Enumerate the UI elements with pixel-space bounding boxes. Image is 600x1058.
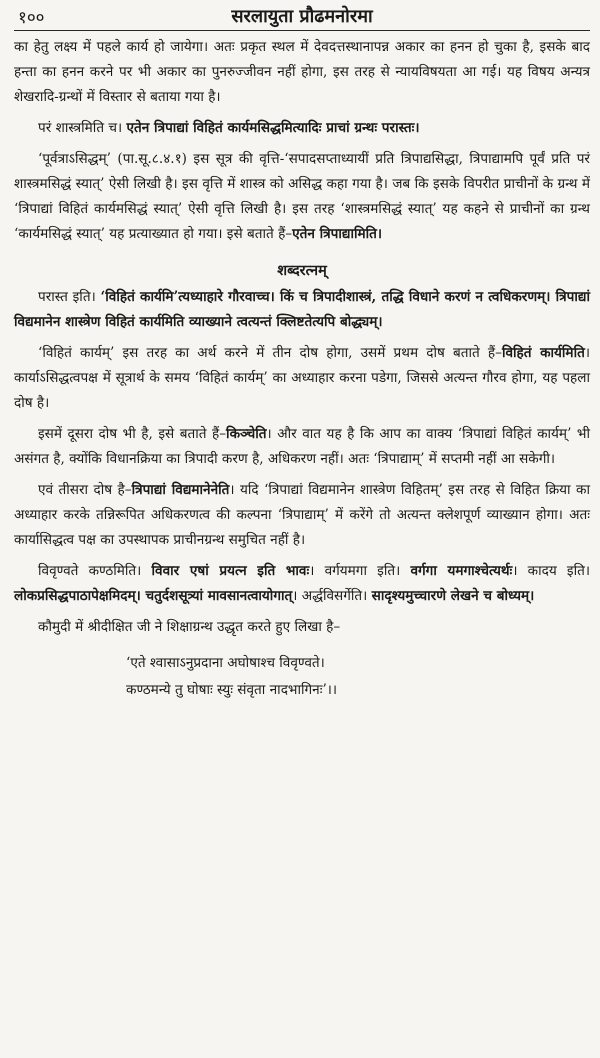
text-run: कौमुदी में श्रीदीक्षित जी ने शिक्षाग्रन्थ उद्धृत करते हुए लिखा है– [38,619,341,635]
shabdaratnam-block [14,285,590,640]
paragraph-p7 [14,478,590,553]
text-run: । यदि ‘त्रिपाद्यां विद्यमानेन शास्त्रेण विहितम्’ इस तरह से विहित क्रिया का अध्याहार करके तन्निरूपित अधिकरणत्व की कल्पना ‘त्रिपाद्याम्’ में करेंगे तो अत्यन्त क्लेशपूर्ण व्याख्यान होगा। अतः कार्यासिद्धत्व पक्ष का उपस्थापक प्राचीनग्रन्थ समुचित नहीं है। [14,482,590,548]
bold-text-run: लोकप्रसिद्धपाठापेक्षमिदम्। चतुर्दशसूत्र्यां मावसानत्वायोगात् [14,588,293,604]
paragraph-p8 [14,559,590,609]
bold-text-run: विवार एषां प्रयत्न इति भावः [151,563,310,579]
text-run: परं शास्त्रमिति च। [38,120,127,136]
text-run: इसमें दूसरा दोष भी है, इसे बताते हैं– [38,426,227,442]
paragraph-p3 [14,147,590,247]
verse-line: ‘एते श्वासाऽनुप्रदाना अघोषाश्च विवृण्वते। [126,655,325,671]
bold-text-run: त्रिपाद्यां विद्यमानेनेति [131,482,230,498]
paragraph-p5 [14,341,590,416]
page-number: १०० [18,8,45,28]
page-content [14,31,590,704]
section-heading: शब्दरत्नम् [277,262,327,279]
text-run: । कार्याऽसिद्धत्वपक्ष में सूत्रार्थ के समय ‘विहितं कार्यम्’ का अध्याहार करना पडेगा, जिससे अत्यन्त गौरव होगा, यह पहला दोष है। [14,345,590,411]
text-run: । और वात यह है कि आप का वाक्य ‘त्रिपाद्यां विहितं कार्यम्’ भी असंगत है, क्योंकि विधानक्रिया का त्रिपादी करण है, अधिकरण नहीं। अतः ‘त्रिपाद्याम्’ में सप्तमी नहीं आ सकेगी। [14,426,590,467]
text-run: ‘विहितं कार्यम्’ इस तरह का अर्थ करने में तीन दोष होगा, उसमें प्रथम दोष बताते हैं– [38,345,502,361]
text-run: परास्त इति। [38,289,101,305]
text-run: । कादय इति। [512,563,591,579]
text-run: एवं तीसरा दोष है– [38,482,132,498]
bold-text-run: ‘विहितं कार्यमि’त्यध्याहारे गौरवाच्च। किं च त्रिपादीशास्त्रं, तद्धि विधाने करणं न त्वधिकरणम्। त्रिपाद्यां विद्यमानेन शास्त्रेण विहितं कार्यमिति व्याख्याने त्वत्यन्तं क्लिष्टतेत्यपि बोद्ध्यम्। [14,289,591,330]
text-run: का हेतु लक्ष्य में पहले कार्य हो जायेगा। अतः प्रकृत स्थल में देवदत्तस्थानापन्न अकार का हनन हो चुका है, इसके बाद हन्ता का हनन करने पर भी अकार का पुनरुज्जीवन नहीं होगा, इस तरह से न्यायविषयता आ गई। यह विषय अन्यत्र शेखरादि-ग्रन्थों में विस्तार से बताया गया है। [14,39,590,105]
paragraph-p9 [14,615,590,640]
text-run: विवृण्वते कण्ठमिति। [38,563,152,579]
bold-text-run: एतेन त्रिपाद्यामिति। [292,226,383,242]
paragraph-p4 [14,285,590,335]
paragraph-p2 [14,116,590,141]
bold-text-run: सादृश्यमुच्चारणे लेखने च बोध्यम्। [371,588,535,604]
page-header [14,0,590,31]
commentary-block [14,35,590,247]
text-run: । अर्द्धविसर्गेति। [292,588,372,604]
verse-line: कण्ठमन्ये तु घोषाः स्युः संवृता नादभागिनः’।। [126,682,338,698]
text-run: । वर्गयमगा इति। [309,563,411,579]
paragraph-p1 [14,35,590,110]
paragraph-p6 [14,422,590,472]
verse-quote [14,650,590,704]
bold-text-run: एतेन त्रिपाद्यां विहितं कार्यमसिद्धमित्यादिः प्राचां ग्रन्थः परास्तः। [126,120,420,136]
bold-text-run: वर्गगा यमगाश्चेत्यर्थः [410,563,513,579]
running-title: सरलायुता प्रौढमनोरमा [231,6,373,27]
bold-text-run: किञ्चेति [226,426,267,442]
bold-text-run: विहितं कार्यमिति [501,345,585,361]
text-run: ‘पूर्वत्राऽसिद्धम्’ (पा.सू.८.४.१) इस सूत्र की वृत्ति-‘सपादसप्ताध्यायीं प्रति त्रिपाद्यसिद्धा, त्रिपाद्यामपि पूर्वं प्रति परं शास्त्रमसिद्धं स्यात्’ ऐसी लिखी है। इस वृत्ति में शास्त्र को असिद्ध कहा गया है। जब कि इसके विपरीत प्राचीनों के ग्रन्थ में ‘त्रिपाद्यां विहितं कार्यमसिद्धं स्यात्’ ऐसी वृत्ति लिखी है। इस तरह ‘शास्त्रमसिद्धं स्यात्’ यह कहने से प्राचीनों का ग्रन्थ ‘कार्यमसिद्धं स्यात्’ यह प्रत्याख्यात हो गया। इसे बताते हैं– [14,151,590,242]
